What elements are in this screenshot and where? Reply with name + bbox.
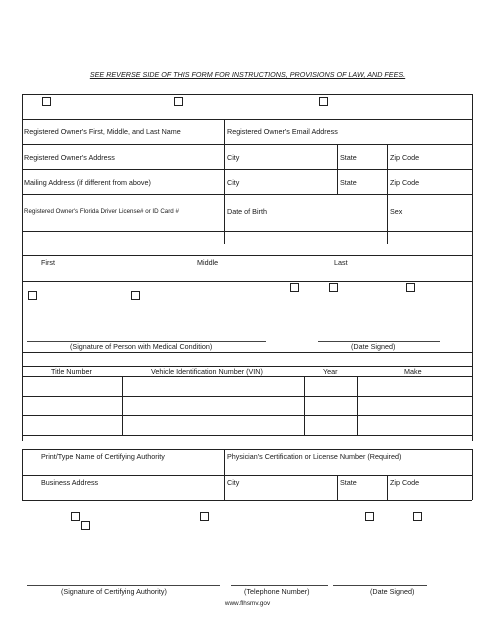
divider xyxy=(22,376,472,377)
condition-checkbox-1[interactable] xyxy=(28,291,37,300)
business-state-label: State xyxy=(340,478,357,487)
divider xyxy=(22,475,472,476)
divider xyxy=(22,194,472,195)
person-signature-label: (Signature of Person with Medical Condition) xyxy=(70,342,213,351)
owner-email-label: Registered Owner's Email Address xyxy=(227,127,338,136)
authority-checkbox-1[interactable] xyxy=(71,512,80,521)
divider xyxy=(22,119,472,120)
condition-checkbox-3[interactable] xyxy=(290,283,299,292)
owner-name-label: Registered Owner's First, Middle, and Last Name xyxy=(24,127,181,136)
form-border-top xyxy=(22,94,472,95)
date-of-birth-label: Date of Birth xyxy=(227,207,267,216)
authority-name-label: Print/Type Name of Certifying Authority xyxy=(41,452,165,461)
divider xyxy=(22,169,472,170)
divider xyxy=(22,144,472,145)
mailing-state-label: State xyxy=(340,178,357,187)
person-date-label: (Date Signed) xyxy=(351,342,396,351)
owner-state-label: State xyxy=(340,153,357,162)
authority-date-line[interactable] xyxy=(333,585,427,586)
divider xyxy=(22,415,472,416)
divider xyxy=(22,449,472,450)
application-type-checkbox-1[interactable] xyxy=(42,97,51,106)
sex-label: Sex xyxy=(390,207,403,216)
mailing-zip-label: Zip Code xyxy=(390,178,420,187)
condition-checkbox-2[interactable] xyxy=(131,291,140,300)
condition-checkbox-4[interactable] xyxy=(329,283,338,292)
authority-signature-line[interactable] xyxy=(27,585,220,586)
application-type-checkbox-2[interactable] xyxy=(174,97,183,106)
title-number-header: Title Number xyxy=(51,367,92,376)
license-number-label: Registered Owner's Florida Driver License# or ID Card # xyxy=(24,208,179,215)
form-border-left xyxy=(22,94,23,441)
divider xyxy=(472,449,473,500)
divider xyxy=(22,500,472,501)
divider xyxy=(122,376,123,435)
last-name-label: Last xyxy=(334,258,348,267)
first-name-label: First xyxy=(41,258,55,267)
authority-phone-line[interactable] xyxy=(231,585,328,586)
divider xyxy=(22,281,472,282)
footer-website: www.flhsmv.gov xyxy=(224,600,271,607)
authority-checkbox-3[interactable] xyxy=(200,512,209,521)
divider xyxy=(304,376,305,435)
vin-header: Vehicle Identification Number (VIN) xyxy=(151,367,263,376)
divider xyxy=(22,255,472,256)
divider xyxy=(387,475,388,500)
mailing-address-label: Mailing Address (if different from above) xyxy=(24,178,151,187)
divider xyxy=(22,352,472,353)
middle-name-label: Middle xyxy=(197,258,219,267)
authority-phone-label: (Telephone Number) xyxy=(244,587,310,596)
mailing-city-label: City xyxy=(227,178,240,187)
divider xyxy=(22,231,472,232)
divider xyxy=(224,119,225,144)
instructions-header: SEE REVERSE SIDE OF THIS FORM FOR INSTRUCTIONS, PROVISIONS OF LAW, AND FEES. xyxy=(89,70,406,79)
authority-signature-label: (Signature of Certifying Authority) xyxy=(61,587,167,596)
authority-checkbox-4[interactable] xyxy=(365,512,374,521)
authority-checkbox-5[interactable] xyxy=(413,512,422,521)
owner-address-label: Registered Owner's Address xyxy=(24,153,115,162)
form-border-right xyxy=(472,94,473,441)
condition-checkbox-5[interactable] xyxy=(406,283,415,292)
divider xyxy=(357,376,358,435)
owner-zip-label: Zip Code xyxy=(390,153,420,162)
authority-date-label: (Date Signed) xyxy=(370,587,415,596)
business-address-label: Business Address xyxy=(41,478,99,487)
business-city-label: City xyxy=(227,478,240,487)
year-header: Year xyxy=(323,367,338,376)
business-zip-label: Zip Code xyxy=(390,478,420,487)
divider xyxy=(22,435,472,436)
divider xyxy=(22,396,472,397)
authority-checkbox-2[interactable] xyxy=(81,521,90,530)
authority-cert-label: Physician's Certification or License Number (Required) xyxy=(227,452,402,461)
owner-city-label: City xyxy=(227,153,240,162)
make-header: Make xyxy=(404,367,422,376)
divider xyxy=(337,475,338,500)
application-type-checkbox-3[interactable] xyxy=(319,97,328,106)
